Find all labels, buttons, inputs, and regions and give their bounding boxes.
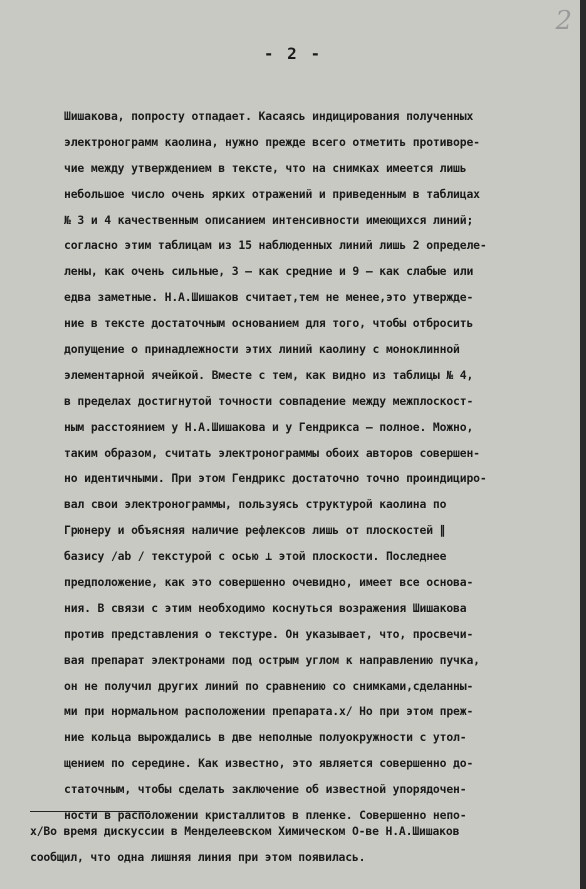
text-line: ние в тексте достаточным основанием для того, чтобы отбросить: [64, 316, 474, 331]
body-text: [64, 104, 564, 829]
text-line: против представления о текстуре. Он указывает, что, просвечи-: [64, 626, 474, 641]
footnote-line: x/Во время дискуссии в Менделеевском Химическом О-ве Н.А.Шишаков: [30, 824, 460, 838]
text-line: вая препарат электронами под острым углом к направлению пучка,: [64, 652, 480, 667]
footnote-divider: [30, 811, 150, 812]
sheet-number: 2: [555, 6, 572, 36]
text-line: небольшое число очень ярких отражений и приведенным в таблицах: [64, 186, 480, 201]
text-line: ности в расположении кристаллитов в пленке. Совершенно непо-: [64, 808, 467, 823]
text-line: едва заметные. Н.А.Шишаков считает,тем не менее,это утвержде-: [64, 290, 474, 305]
text-line: таким образом, считать электронограммы обоих авторов совершен-: [64, 445, 480, 460]
text-line: согласно этим таблицам из 15 наблюденных линий лишь 2 определе-: [64, 238, 487, 253]
text-line: электронограмм каолина, нужно прежде всего отметить противоре-: [64, 134, 480, 149]
footnote-line: сообщил, что одна лишняя линия при этом появилась.: [30, 850, 366, 864]
page-number: - 2 -: [263, 44, 323, 63]
text-line: статочным, чтобы сделать заключение об известной упорядочен-: [64, 782, 467, 797]
text-line: лены, как очень сильные, 3 – как средние и 9 – как слабые или: [64, 264, 474, 279]
text-line: но идентичными. При этом Гендрикс достаточно точно проиндициро-: [64, 471, 487, 486]
text-line: допущение о принадлежности этих линий каолину с моноклинной: [64, 342, 460, 357]
text-line: Грюнеру и объясняя наличие рефлексов лишь от плоскостей ∥: [64, 523, 446, 538]
text-line: в пределах достигнутой точности совпадение между межплоскост-: [64, 393, 474, 408]
text-line: ние кольца вырождались в две неполные полуокружности с утол-: [64, 730, 467, 745]
text-line: элементарной ячейкой. Вместе с тем, как видно из таблицы № 4,: [64, 367, 474, 382]
text-line: ми при нормальном расположении препарата.x/ Но при этом преж-: [64, 704, 474, 719]
text-line: он не получил других линий по сравнению со снимками,сделанны-: [64, 678, 474, 693]
text-line: № 3 и 4 качественным описанием интенсивности имеющихся линий;: [64, 212, 474, 227]
text-line: Шишакова, попросту отпадает. Касаясь индицирования полученных: [64, 109, 474, 123]
text-line: чие между утверждением в тексте, что на снимках имеется лишь: [64, 160, 467, 175]
text-line: предположение, как это совершенно очевидно, имеет все основа-: [64, 575, 474, 590]
text-line: вал свои электронограммы, пользуясь структурой каолина по: [64, 497, 447, 512]
text-line: базису /ab / текстурой с осью ⊥ этой плоскости. Последнее: [64, 549, 447, 564]
text-line: ния. В связи с этим необходимо коснуться возражения Шишакова: [64, 600, 467, 615]
text-line: щением по середине. Как известно, это является совершенно до-: [64, 756, 474, 771]
footnote: [30, 818, 560, 870]
text-line: ным расстоянием у Н.А.Шишакова и у Гендрикса – полное. Можно,: [64, 419, 474, 434]
